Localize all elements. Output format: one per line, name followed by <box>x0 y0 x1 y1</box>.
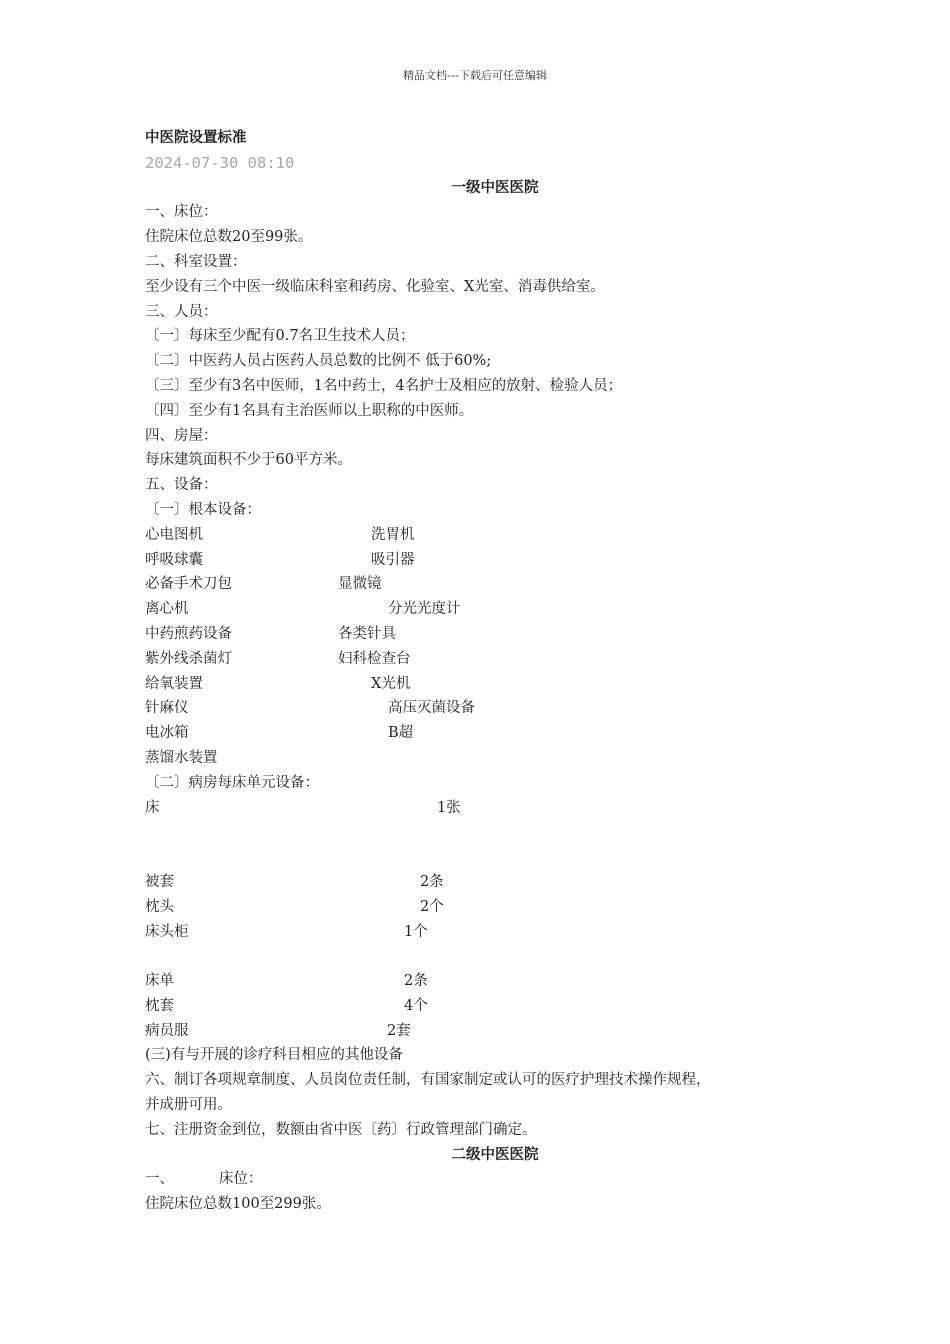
basic-equipment-row <box>145 672 825 697</box>
equipment-name: 蒸馏水装置 <box>145 749 218 766</box>
ward-item-qty: 2条 <box>404 973 428 990</box>
list-number: 一、 <box>145 1171 174 1188</box>
ward-item-row <box>145 1019 825 1044</box>
equipment-name: X光机 <box>371 675 411 692</box>
equipment-name: 心电图机 <box>145 526 203 543</box>
document-title: 中医院设置标准 <box>145 130 247 146</box>
staff-item-3: 〔三〕至少有3名中医师，1名中药士，4名护士及相应的放射、检验人员； <box>145 377 623 394</box>
building-heading: 四、房屋： <box>145 427 218 444</box>
ward-item-row <box>145 969 825 994</box>
equipment-heading: 五、设备： <box>145 477 218 494</box>
other-equipment-text: (三)有与开展的诊疗科目相应的其他设备 <box>145 1047 403 1064</box>
ward-item-name: 病员服 <box>145 1022 189 1039</box>
basic-equipment-row <box>145 746 825 771</box>
staff-item-4: 〔四〕至少有1名具有主治医师以上职称的中医师。 <box>145 402 474 419</box>
ward-item-qty: 4个 <box>404 997 428 1014</box>
equipment-name: 显微镜 <box>338 576 382 593</box>
equipment-name: 洗胃机 <box>371 526 415 543</box>
building-text: 每床建筑面积不少于60平方米。 <box>145 452 352 469</box>
staff-item-2: 〔二〕中医药人员占医药人员总数的比例不 低于60%; <box>145 353 492 370</box>
ward-item-name: 床头柜 <box>145 923 189 940</box>
equipment-name: 各类针具 <box>338 625 396 642</box>
ward-item-row <box>145 870 825 895</box>
basic-equipment-row <box>145 548 825 573</box>
ward-item-qty: 2条 <box>420 873 444 890</box>
equipment-name: 必备手术刀包 <box>145 576 232 593</box>
ward-item-row <box>145 994 825 1019</box>
equipment-name: 给氧装置 <box>145 675 203 692</box>
ward-item-row <box>145 920 825 945</box>
document-date: 2024-07-30 08:10 <box>145 153 295 172</box>
staff-heading: 三、人员： <box>145 303 218 320</box>
ward-item-name: 床单 <box>145 973 174 990</box>
basic-equipment-row <box>145 597 825 622</box>
basic-equipment-row <box>145 622 825 647</box>
ward-item-qty: 2个 <box>420 898 444 915</box>
section-heading-level2: 二级中医医院 <box>451 1146 539 1163</box>
beds-text: 住院床位总数20至99张。 <box>145 229 313 246</box>
rules-text-line2: 并成册可用。 <box>145 1097 232 1114</box>
capital-text: 七、注册资金到位，数额由省中医〔药〕行政管理部门确定。 <box>145 1121 537 1138</box>
beds-heading: 一、床位： <box>145 204 218 221</box>
dept-text: 至少设有三个中医一级临床科室和药房、化验室、X光室、消毒供给室。 <box>145 278 605 295</box>
dept-heading: 二、科室设置： <box>145 253 247 270</box>
beds-label: 床位： <box>219 1171 263 1188</box>
ward-item-qty: 2套 <box>387 1022 411 1039</box>
equipment-name: 紫外线杀菌灯 <box>145 650 232 667</box>
basic-equipment-row <box>145 647 825 672</box>
page-header: 精品文档---下载后可任意编辑 <box>403 69 547 82</box>
ward-equipment-heading: 〔二〕病房每床单元设备： <box>145 774 319 791</box>
equipment-name: 呼吸球囊 <box>145 551 203 568</box>
equipment-name: 高压灭菌设备 <box>388 700 475 717</box>
equipment-name: 吸引器 <box>371 551 415 568</box>
ward-item-name: 枕套 <box>145 997 174 1014</box>
ward-item-row <box>145 796 825 821</box>
level2-beds-text: 住院床位总数100至299张。 <box>145 1196 331 1213</box>
basic-equipment-heading: 〔一〕根本设备： <box>145 501 261 518</box>
rules-text-line1: 六、制订各项规章制度、人员岗位责任制，有国家制定或认可的医疗护理技术操作规程， <box>145 1072 711 1089</box>
ward-item-qty: 1张 <box>437 799 461 816</box>
ward-item-qty: 1个 <box>404 923 428 940</box>
basic-equipment-row <box>145 696 825 721</box>
equipment-name: 电冰箱 <box>145 725 189 742</box>
equipment-name: 中药煎药设备 <box>145 625 232 642</box>
section-heading-level1: 一级中医医院 <box>451 179 539 196</box>
level2-beds-heading <box>145 1167 825 1192</box>
basic-equipment-row <box>145 721 825 746</box>
equipment-name: 离心机 <box>145 601 189 618</box>
ward-item-row <box>145 895 825 920</box>
staff-item-1: 〔一〕每床至少配有0.7名卫生技术人员； <box>145 328 415 345</box>
basic-equipment-row <box>145 572 825 597</box>
equipment-name: B超 <box>388 725 414 742</box>
ward-item-name: 床 <box>145 799 160 816</box>
equipment-name: 针麻仪 <box>145 700 189 717</box>
ward-item-name: 枕头 <box>145 898 174 915</box>
ward-item-name: 被套 <box>145 873 174 890</box>
equipment-name: 妇科检查台 <box>338 650 411 667</box>
equipment-name: 分光光度计 <box>388 601 461 618</box>
basic-equipment-row <box>145 523 825 548</box>
document-body <box>145 126 825 1217</box>
